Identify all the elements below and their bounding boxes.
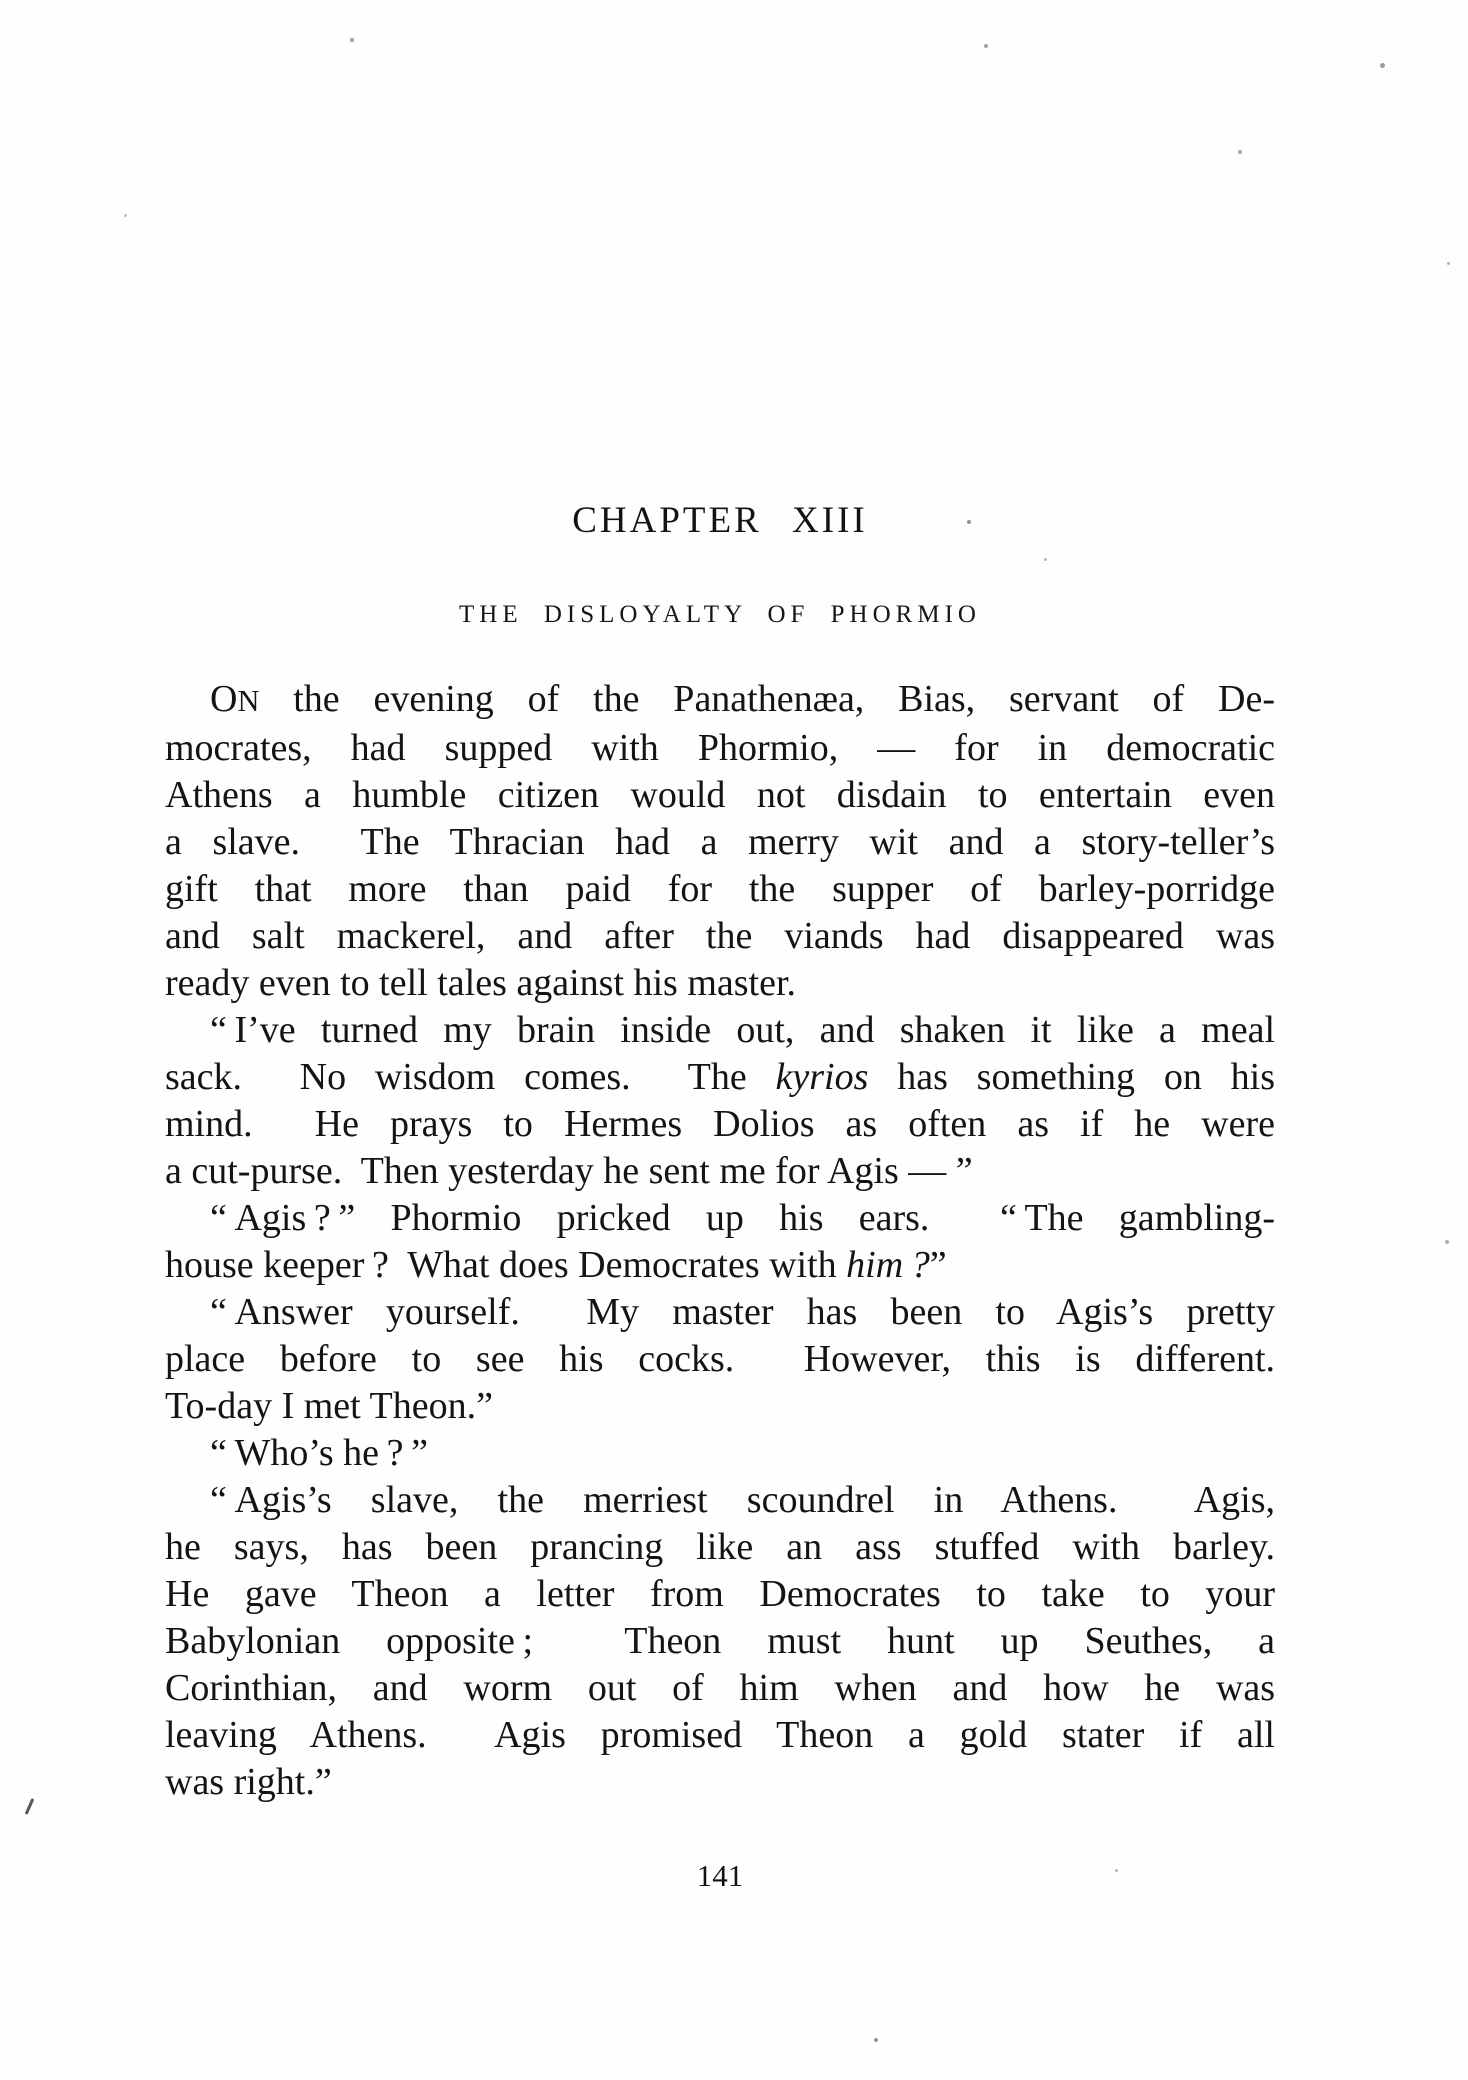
text-line: He gave Theon a letter from Democrates to take to your	[165, 1573, 1275, 1615]
scan-speck	[984, 44, 988, 48]
text-line: “ Agis ? ” Phormio pricked up his ears. “ The gambling-	[210, 1197, 1275, 1239]
text-line: “ I’ve turned my brain inside out, and shaken it like a meal	[210, 1009, 1275, 1051]
text-line: sack. No wisdom comes. The kyrios has something on his	[165, 1056, 1275, 1098]
text-line: ON the evening of the Panathenæa, Bias, servant of De-	[210, 678, 1275, 720]
scan-speck	[1447, 262, 1450, 265]
text-line: To-day I met Theon.”	[165, 1385, 493, 1427]
text-line: a cut-purse. Then yesterday he sent me for Agis — ”	[165, 1150, 973, 1192]
text-line: “ Who’s he ? ”	[210, 1432, 428, 1474]
scan-speck	[1380, 63, 1385, 68]
text-line: ready even to tell tales against his master.	[165, 962, 797, 1004]
scan-speck	[124, 214, 127, 217]
text-line: was right.”	[165, 1761, 332, 1803]
scan-speck	[1115, 1869, 1118, 1872]
text-line: and salt mackerel, and after the viands had disappeared was	[165, 915, 1275, 957]
text-line: a slave. The Thracian had a merry wit and a story-teller’s	[165, 821, 1275, 863]
text-line: he says, has been prancing like an ass stuffed with barley.	[165, 1526, 1275, 1568]
text-line: leaving Athens. Agis promised Theon a gold stater if all	[165, 1714, 1275, 1756]
text-line: Athens a humble citizen would not disdain to entertain even	[165, 774, 1275, 816]
scan-speck	[874, 2038, 878, 2042]
paragraph	[165, 676, 1275, 1007]
page-number: 141	[696, 1858, 744, 1893]
scan-speck	[1238, 150, 1242, 154]
body-text	[165, 676, 1275, 1806]
paragraph	[165, 1195, 1275, 1289]
scan-speck	[967, 520, 971, 524]
paragraph	[165, 1430, 1275, 1477]
text-line: “ Agis’s slave, the merriest scoundrel in Athens. Agis,	[210, 1479, 1275, 1521]
text-line: “ Answer yourself. My master has been to Agis’s pretty	[210, 1291, 1275, 1333]
text-line: gift that more than paid for the supper of barley-porridge	[165, 868, 1275, 910]
text-line: Babylonian opposite ; Theon must hunt up Seuthes, a	[165, 1620, 1275, 1662]
text-line: mocrates, had supped with Phormio, — for in democratic	[165, 727, 1275, 769]
text-line: place before to see his cocks. However, this is different.	[165, 1338, 1275, 1380]
chapter-title: CHAPTER XIII	[572, 500, 868, 541]
text-line: house keeper ? What does Democrates with him ?”	[165, 1244, 947, 1286]
section-title: THE DISLOYALTY OF PHORMIO	[459, 601, 981, 628]
text-line: mind. He prays to Hermes Dolios as often as if he were	[165, 1103, 1275, 1145]
scan-speck	[350, 38, 354, 42]
margin-mark	[25, 1798, 35, 1815]
scan-speck	[1445, 1240, 1449, 1244]
paragraph	[165, 1007, 1275, 1195]
scan-speck	[1044, 558, 1047, 561]
paragraph	[165, 1477, 1275, 1806]
paragraph	[165, 1289, 1275, 1430]
text-line: Corinthian, and worm out of him when and how he was	[165, 1667, 1275, 1709]
